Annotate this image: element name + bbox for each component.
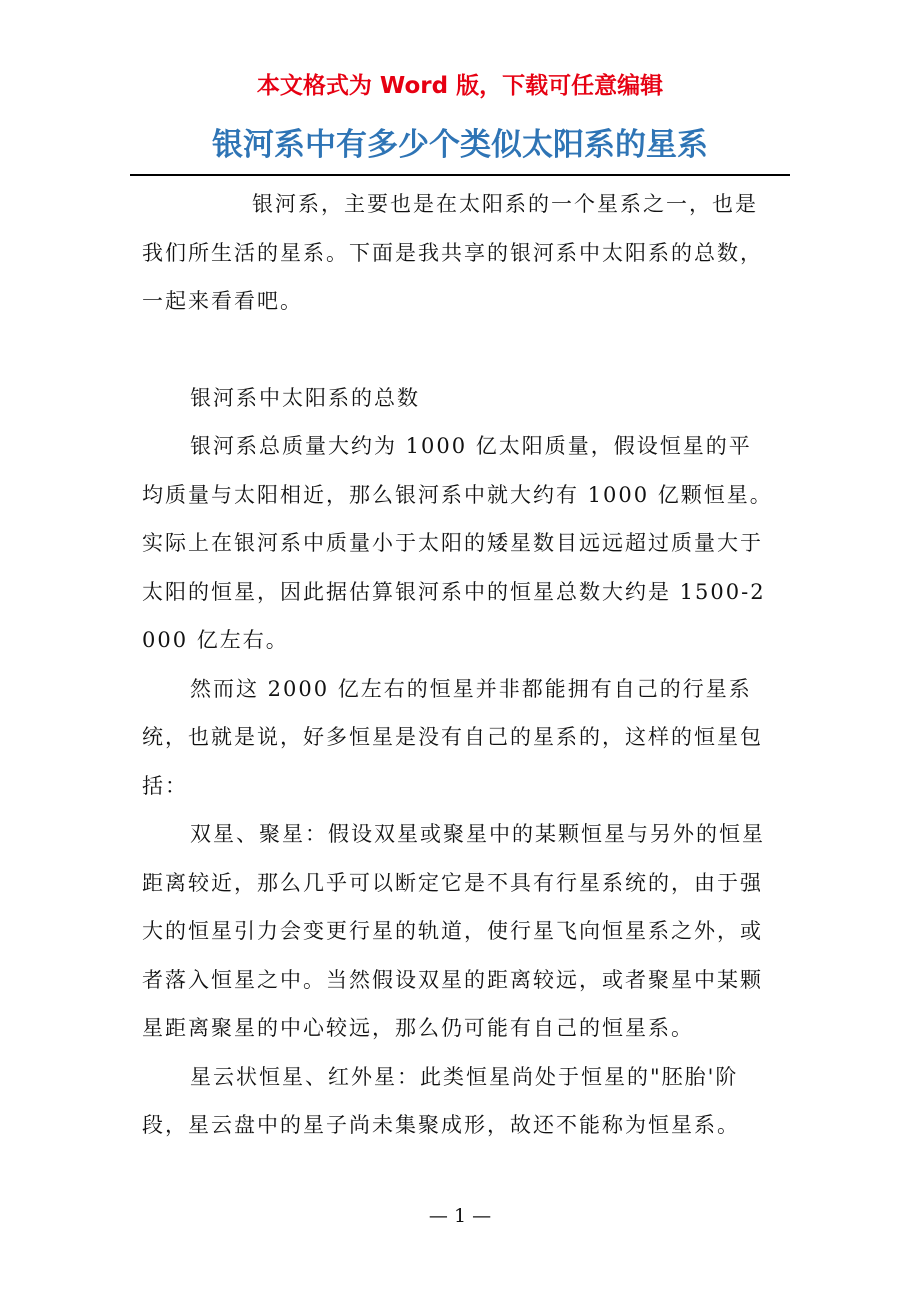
page-number: — 1 — <box>428 1205 492 1227</box>
document-title: 银河系中有多少个类似太阳系的星系 <box>212 127 708 163</box>
intro-paragraph: 银河系，主要也是在太阳系的一个星系之一，也是我们所生活的星系。下面是我共享的银河系中太阳系的总数，一起来看看吧。 <box>142 192 763 313</box>
paragraph-binary-stars: 双星、聚星：假设双星或聚星中的某颗恒星与另外的恒星距离较近，那么几乎可以断定它是不具有行星系统的，由于强大的恒星引力会变更行星的轨道，使行星飞向恒星系之外，或者落入恒星之中。当然假设双星的距离较远，或者聚星中某颗星距离聚星的中心较远，那么仍可能有自己的恒星系。 <box>142 822 765 1040</box>
section-heading: 银河系中太阳系的总数 <box>190 385 420 410</box>
document-body <box>142 180 774 1150</box>
title-divider <box>130 174 790 176</box>
word-format-notice: 本文格式为 Word 版，下载可任意编辑 <box>256 73 664 99</box>
blank-line <box>142 326 774 374</box>
paragraph-nebular-stars: 星云状恒星、红外星：此类恒星尚处于恒星的"胚胎'阶段，星云盘中的星子尚未集聚成形，故还不能称为恒星系。 <box>142 1064 740 1137</box>
paragraph-not-all-systems: 然而这 2000 亿左右的恒星并非都能拥有自己的行星系统，也就是说，好多恒星是没有自己的星系的，这样的恒星包括： <box>142 676 763 798</box>
paragraph-total-stars: 银河系总质量大约为 1000 亿太阳质量，假设恒星的平均质量与太阳相近，那么银河系中就大约有 1000 亿颗恒星。实际上在银河系中质量小于太阳的矮星数目远远超过质量大于太阳的恒星，因此据估算银河系中的恒星总数大约是 1500-2000 亿左右。 <box>142 434 773 652</box>
